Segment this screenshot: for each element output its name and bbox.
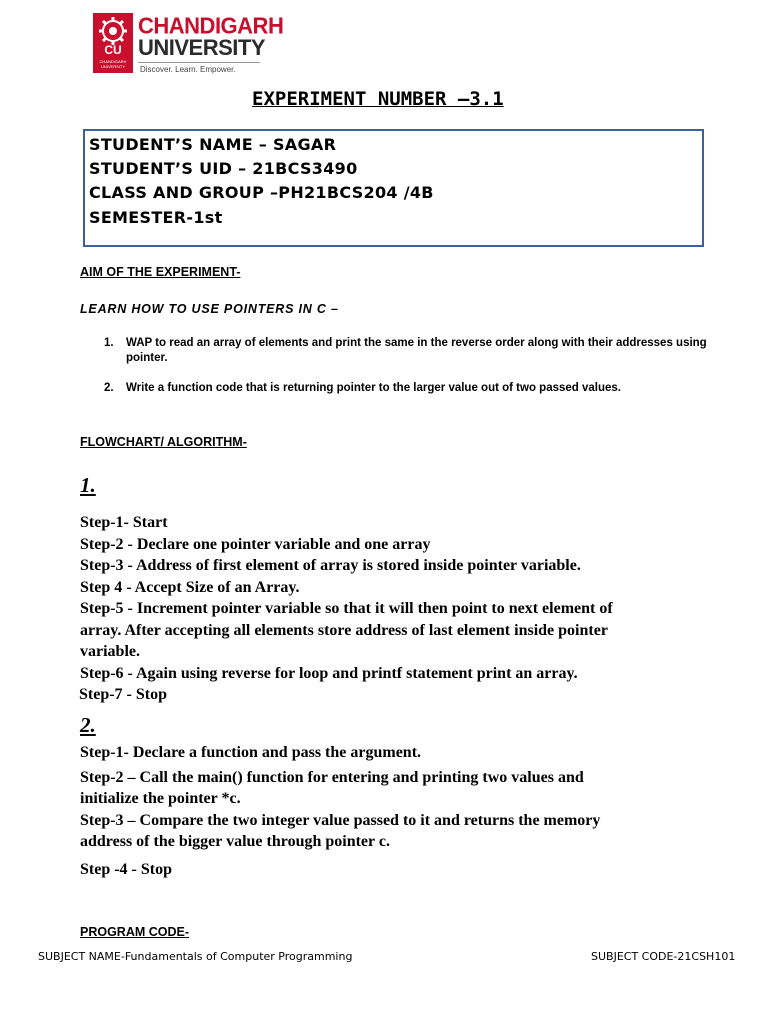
student-semester: SEMESTER-1st: [89, 208, 223, 227]
logo-divider: [138, 62, 260, 63]
step-line: Step-6 - Again using reverse for loop and printf statement print an array.: [80, 664, 578, 682]
logo-line1: CHANDIGARH: [138, 12, 284, 39]
logo-mark-text: CU: [104, 43, 122, 57]
part2-steps: [80, 742, 600, 880]
step-line: Step-2 – Call the main() function for entering and printing two values and: [80, 768, 584, 786]
step-line: Step-1- Start: [80, 514, 168, 531]
part2-label: 2.: [80, 713, 96, 737]
step-line: Step -4 - Stop: [80, 860, 173, 878]
logo-line2: UNIVERSITY: [138, 35, 266, 60]
step-line: Step-1- Declare a function and pass the argument.: [80, 744, 422, 761]
student-class-group: CLASS AND GROUP –PH21BCS204 /4B: [89, 183, 434, 202]
step-line: Step 4 - Accept Size of an Array.: [80, 578, 300, 596]
part1-steps: [80, 512, 613, 706]
part1-label: 1.: [80, 473, 96, 497]
experiment-title: EXPERIMENT NUMBER –3.1: [252, 88, 504, 110]
logo-emblem: [93, 13, 133, 73]
aim-item-2-number: 2.: [104, 382, 114, 394]
student-uid: STUDENT’S UID – 21BCS3490: [89, 159, 358, 178]
step-line: Step-3 – Compare the two integer value passed to it and returns the memory: [80, 811, 601, 829]
program-code-heading: PROGRAM CODE-: [80, 925, 190, 939]
step-line: Step-3 - Address of first element of array is stored inside pointer variable.: [80, 557, 581, 574]
step-line: address of the bigger value through pointer c.: [80, 833, 390, 850]
footer-subject-name: SUBJECT NAME-Fundamentals of Computer Programming: [38, 950, 353, 963]
aim-item-1-number: 1.: [104, 337, 114, 349]
flowchart-heading: FLOWCHART/ ALGORITHM-: [80, 435, 247, 449]
step-line: Step-5 - Increment pointer variable so that it will then point to next element of: [80, 600, 613, 617]
step-line: initialize the pointer *c.: [80, 790, 241, 807]
aim-heading: AIM OF THE EXPERIMENT-: [80, 265, 241, 279]
student-name: STUDENT’S NAME – SAGAR: [89, 135, 337, 154]
logo-tagline: Discover. Learn. Empower.: [140, 65, 236, 74]
step-line: variable.: [80, 643, 140, 660]
student-info-box: [83, 129, 704, 247]
step-line: Step-7 - Stop: [79, 686, 168, 703]
aim-item-1-text: WAP to read an array of elements and print the same in the reverse order along with their addresses using pointer.: [126, 337, 707, 364]
footer-subject-code: SUBJECT CODE-21CSH101: [591, 950, 736, 963]
university-logo: [93, 12, 284, 75]
logo-mark-small-text: CHANDIGARH UNIVERSITY: [99, 59, 127, 69]
step-line: Step-2 - Declare one pointer variable and one array: [80, 535, 431, 553]
aim-subtitle: LEARN HOW TO USE POINTERS IN C –: [80, 302, 339, 316]
step-line: array. After accepting all elements store address of last element inside pointer: [80, 621, 608, 639]
aim-item-2-text: Write a function code that is returning pointer to the larger value out of two passed values.: [126, 382, 621, 394]
